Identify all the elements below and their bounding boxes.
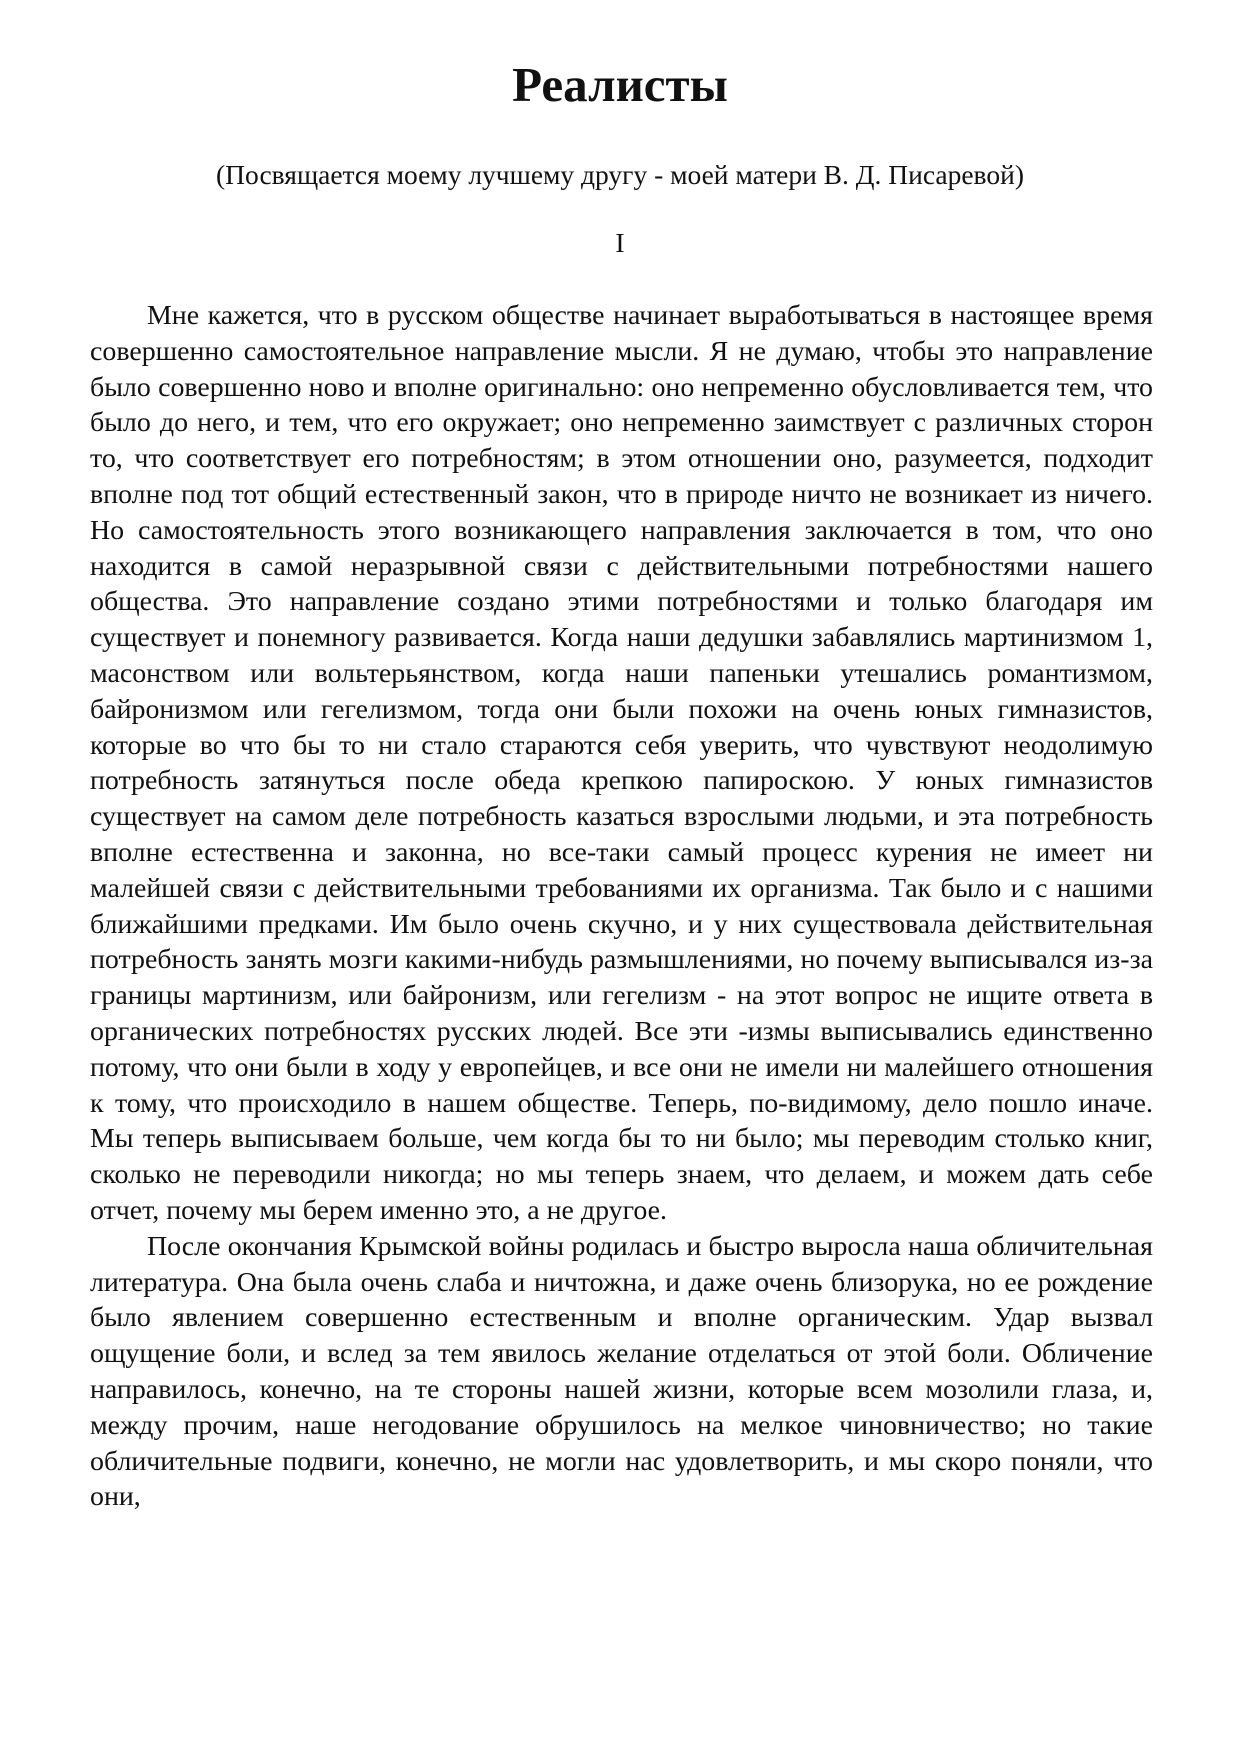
document-title: Реалисты <box>512 57 728 112</box>
chapter-number: I <box>615 227 625 258</box>
body-text <box>90 298 1153 1515</box>
dedication: (Посвящается моему лучшему другу - моей матери В. Д. Писаревой) <box>216 159 1024 190</box>
paragraph: Мне кажется, что в русском обществе начинает выработываться в настоящее время совершенно самостоятельное направление мысли. Я не думаю, чтобы это направление было совершенно ново и вполне оригинально: оно непременно обусловливается тем, что было до него, и тем, что его окружает; оно непременно заимствует с различных сторон то, что соответствует его потребностям; в этом отношении оно, разумеется, подходит вполне под тот общий естественный закон, что в природе ничто не возникает из ничего. Но самостоятельность этого возникающего направления заключается в том, что оно находится в самой неразрывной связи с действительными потребностями нашего общества. Это направление создано этими потребностями и только благодаря им существует и понемногу развивается. Когда наши дедушки забавлялись мартинизмом 1, масонством или вольтерьянством, когда наши папеньки утешались романтизмом, байронизмом или гегелизмом, тогда они были похожи на очень юных гимназистов, которые во что бы то ни стало стараются себя уверить, что чувствуют неодолимую потребность затянуться после обеда крепкою папироскою. У юных гимназистов существует на самом деле потребность казаться взрослыми людьми, и эта потребность вполне естественна и законна, но все-таки самый процесс курения не имеет ни малейшей связи с действительными требованиями их организма. Так было и с нашими ближайшими предками. Им было очень скучно, и у них существовала действительная потребность занять мозги какими-нибудь размышлениями, но почему выписывался из-за границы мартинизм, или байронизм, или гегелизм - на этот вопрос не ищите ответа в органических потребностях русских людей. Все эти -измы выписывались единственно потому, что они были в ходу у европейцев, и все они не имели ни малейшего отношения к тому, что происходило в нашем обществе. Теперь, по-видимому, дело пошло иначе. Мы теперь выписываем больше, чем когда бы то ни было; мы переводим столько книг, сколько не переводили никогда; но мы теперь знаем, что делаем, и можем дать себе отчет, почему мы берем именно это, а не другое. <box>90 300 1153 1226</box>
paragraph: После окончания Крымской войны родилась и быстро выросла наша обличительная литература. Она была очень слаба и ничтожна, и даже очень близорука, но ее рождение было явлением совершенно естественным и вполне органическим. Удар вызвал ощущение боли, и вслед за тем явилось желание отделаться от этой боли. Обличение направилось, конечно, на те стороны нашей жизни, которые всем мозолили глаза, и, между прочим, наше негодование обрушилось на мелкое чиновничество; но такие обличительные подвиги, конечно, не могли нас удовлетворить, и мы скоро поняли, что они, <box>90 1230 1153 1513</box>
